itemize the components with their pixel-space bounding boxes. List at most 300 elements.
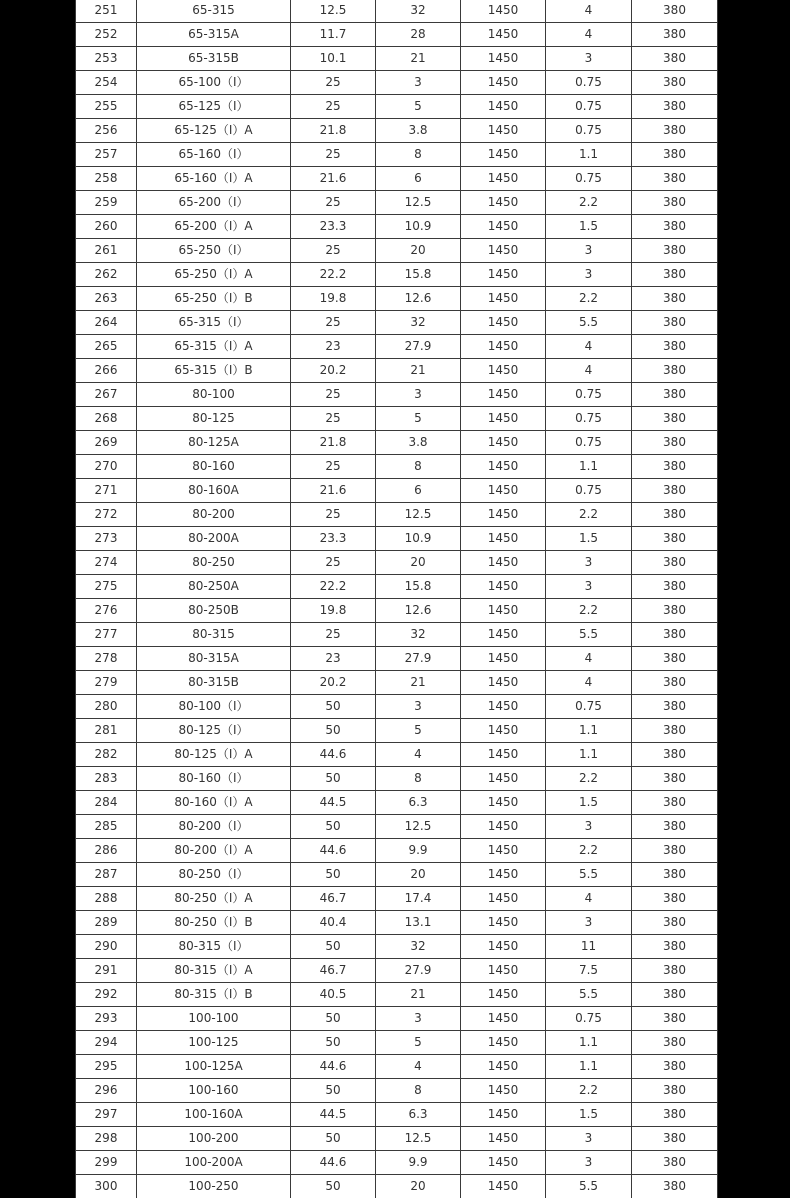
head-cell: 9.9 (376, 1151, 461, 1175)
model-cell: 80-160（I） (137, 767, 291, 791)
row-number-cell: 269 (76, 431, 137, 455)
power-cell: 0.75 (546, 119, 632, 143)
flow-cell: 50 (291, 1127, 376, 1151)
speed-cell: 1450 (461, 1055, 546, 1079)
model-cell: 80-125（I）A (137, 743, 291, 767)
speed-cell: 1450 (461, 0, 546, 23)
table-row (76, 1127, 718, 1151)
voltage-cell: 380 (632, 311, 718, 335)
flow-cell: 44.6 (291, 839, 376, 863)
voltage-cell: 380 (632, 335, 718, 359)
speed-cell: 1450 (461, 887, 546, 911)
head-cell: 13.1 (376, 911, 461, 935)
row-number-cell: 280 (76, 695, 137, 719)
table-row (76, 959, 718, 983)
speed-cell: 1450 (461, 1007, 546, 1031)
head-cell: 12.5 (376, 815, 461, 839)
row-number-cell: 292 (76, 983, 137, 1007)
table-row (76, 383, 718, 407)
flow-cell: 10.1 (291, 47, 376, 71)
table-row (76, 23, 718, 47)
power-cell: 0.75 (546, 479, 632, 503)
power-cell: 5.5 (546, 623, 632, 647)
row-number-cell: 251 (76, 0, 137, 23)
power-cell: 3 (546, 815, 632, 839)
flow-cell: 25 (291, 455, 376, 479)
power-cell: 2.2 (546, 1079, 632, 1103)
speed-cell: 1450 (461, 647, 546, 671)
model-cell: 80-250A (137, 575, 291, 599)
flow-cell: 25 (291, 551, 376, 575)
voltage-cell: 380 (632, 887, 718, 911)
voltage-cell: 380 (632, 1031, 718, 1055)
head-cell: 20 (376, 863, 461, 887)
head-cell: 21 (376, 983, 461, 1007)
table-row (76, 287, 718, 311)
table-row (76, 815, 718, 839)
flow-cell: 25 (291, 407, 376, 431)
voltage-cell: 380 (632, 839, 718, 863)
head-cell: 12.6 (376, 599, 461, 623)
power-cell: 2.2 (546, 287, 632, 311)
model-cell: 65-315 (137, 0, 291, 23)
model-cell: 80-100（I） (137, 695, 291, 719)
flow-cell: 23.3 (291, 215, 376, 239)
head-cell: 32 (376, 311, 461, 335)
power-cell: 0.75 (546, 167, 632, 191)
power-cell: 3 (546, 575, 632, 599)
table-row (76, 743, 718, 767)
row-number-cell: 276 (76, 599, 137, 623)
speed-cell: 1450 (461, 383, 546, 407)
table-row (76, 143, 718, 167)
table-row (76, 983, 718, 1007)
model-cell: 80-315A (137, 647, 291, 671)
table-row (76, 863, 718, 887)
voltage-cell: 380 (632, 191, 718, 215)
power-cell: 0.75 (546, 407, 632, 431)
row-number-cell: 270 (76, 455, 137, 479)
head-cell: 5 (376, 1031, 461, 1055)
power-cell: 3 (546, 551, 632, 575)
speed-cell: 1450 (461, 551, 546, 575)
power-cell: 5.5 (546, 1175, 632, 1198)
row-number-cell: 272 (76, 503, 137, 527)
model-cell: 100-160 (137, 1079, 291, 1103)
head-cell: 21 (376, 359, 461, 383)
power-cell: 3 (546, 239, 632, 263)
table-row (76, 0, 718, 23)
row-number-cell: 298 (76, 1127, 137, 1151)
row-number-cell: 261 (76, 239, 137, 263)
voltage-cell: 380 (632, 0, 718, 23)
table-row (76, 479, 718, 503)
model-cell: 65-200（I）A (137, 215, 291, 239)
voltage-cell: 380 (632, 431, 718, 455)
row-number-cell: 271 (76, 479, 137, 503)
speed-cell: 1450 (461, 599, 546, 623)
row-number-cell: 260 (76, 215, 137, 239)
voltage-cell: 380 (632, 1127, 718, 1151)
head-cell: 12.5 (376, 1127, 461, 1151)
model-cell: 100-125A (137, 1055, 291, 1079)
head-cell: 15.8 (376, 575, 461, 599)
speed-cell: 1450 (461, 1175, 546, 1198)
head-cell: 12.5 (376, 503, 461, 527)
model-cell: 80-315B (137, 671, 291, 695)
speed-cell: 1450 (461, 767, 546, 791)
speed-cell: 1450 (461, 95, 546, 119)
head-cell: 20 (376, 239, 461, 263)
table-row (76, 719, 718, 743)
voltage-cell: 380 (632, 23, 718, 47)
model-cell: 80-200（I） (137, 815, 291, 839)
head-cell: 21 (376, 47, 461, 71)
power-cell: 2.2 (546, 767, 632, 791)
model-cell: 80-125 (137, 407, 291, 431)
row-number-cell: 291 (76, 959, 137, 983)
row-number-cell: 268 (76, 407, 137, 431)
row-number-cell: 257 (76, 143, 137, 167)
voltage-cell: 380 (632, 743, 718, 767)
table-row (76, 623, 718, 647)
flow-cell: 23.3 (291, 527, 376, 551)
flow-cell: 25 (291, 95, 376, 119)
head-cell: 27.9 (376, 959, 461, 983)
table-row (76, 1103, 718, 1127)
voltage-cell: 380 (632, 527, 718, 551)
power-cell: 4 (546, 671, 632, 695)
table-row (76, 311, 718, 335)
power-cell: 1.1 (546, 455, 632, 479)
power-cell: 4 (546, 647, 632, 671)
row-number-cell: 259 (76, 191, 137, 215)
model-cell: 65-160（I）A (137, 167, 291, 191)
speed-cell: 1450 (461, 311, 546, 335)
voltage-cell: 380 (632, 95, 718, 119)
model-cell: 80-160 (137, 455, 291, 479)
table-row (76, 695, 718, 719)
flow-cell: 50 (291, 1007, 376, 1031)
row-number-cell: 287 (76, 863, 137, 887)
head-cell: 3 (376, 695, 461, 719)
flow-cell: 11.7 (291, 23, 376, 47)
flow-cell: 25 (291, 383, 376, 407)
table-row (76, 791, 718, 815)
head-cell: 5 (376, 719, 461, 743)
model-cell: 80-250（I）A (137, 887, 291, 911)
speed-cell: 1450 (461, 695, 546, 719)
table-row (76, 335, 718, 359)
row-number-cell: 293 (76, 1007, 137, 1031)
table-row (76, 551, 718, 575)
power-cell: 3 (546, 47, 632, 71)
row-number-cell: 255 (76, 95, 137, 119)
flow-cell: 19.8 (291, 287, 376, 311)
head-cell: 6.3 (376, 1103, 461, 1127)
head-cell: 6 (376, 479, 461, 503)
model-cell: 65-200（I） (137, 191, 291, 215)
model-cell: 65-125（I） (137, 95, 291, 119)
power-cell: 2.2 (546, 839, 632, 863)
head-cell: 21 (376, 671, 461, 695)
voltage-cell: 380 (632, 167, 718, 191)
speed-cell: 1450 (461, 119, 546, 143)
power-cell: 5.5 (546, 863, 632, 887)
table-row (76, 935, 718, 959)
head-cell: 3 (376, 71, 461, 95)
head-cell: 27.9 (376, 647, 461, 671)
flow-cell: 50 (291, 863, 376, 887)
power-cell: 2.2 (546, 191, 632, 215)
head-cell: 3 (376, 1007, 461, 1031)
table-row (76, 119, 718, 143)
flow-cell: 50 (291, 695, 376, 719)
head-cell: 20 (376, 551, 461, 575)
speed-cell: 1450 (461, 143, 546, 167)
voltage-cell: 380 (632, 863, 718, 887)
row-number-cell: 282 (76, 743, 137, 767)
voltage-cell: 380 (632, 239, 718, 263)
speed-cell: 1450 (461, 935, 546, 959)
model-cell: 80-315 (137, 623, 291, 647)
head-cell: 10.9 (376, 527, 461, 551)
model-cell: 80-200 (137, 503, 291, 527)
table-row (76, 455, 718, 479)
head-cell: 12.6 (376, 287, 461, 311)
power-cell: 0.75 (546, 1007, 632, 1031)
head-cell: 9.9 (376, 839, 461, 863)
table-row (76, 167, 718, 191)
table-row (76, 839, 718, 863)
head-cell: 5 (376, 407, 461, 431)
table-row (76, 359, 718, 383)
head-cell: 12.5 (376, 191, 461, 215)
power-cell: 2.2 (546, 503, 632, 527)
model-cell: 65-250（I）A (137, 263, 291, 287)
flow-cell: 44.6 (291, 1151, 376, 1175)
power-cell: 1.5 (546, 791, 632, 815)
speed-cell: 1450 (461, 791, 546, 815)
voltage-cell: 380 (632, 695, 718, 719)
speed-cell: 1450 (461, 71, 546, 95)
table-row (76, 1007, 718, 1031)
row-number-cell: 288 (76, 887, 137, 911)
voltage-cell: 380 (632, 407, 718, 431)
voltage-cell: 380 (632, 71, 718, 95)
flow-cell: 21.6 (291, 479, 376, 503)
voltage-cell: 380 (632, 263, 718, 287)
head-cell: 10.9 (376, 215, 461, 239)
head-cell: 4 (376, 743, 461, 767)
model-cell: 100-125 (137, 1031, 291, 1055)
row-number-cell: 277 (76, 623, 137, 647)
model-cell: 65-315（I）B (137, 359, 291, 383)
flow-cell: 22.2 (291, 263, 376, 287)
voltage-cell: 380 (632, 215, 718, 239)
voltage-cell: 380 (632, 575, 718, 599)
model-cell: 100-100 (137, 1007, 291, 1031)
voltage-cell: 380 (632, 959, 718, 983)
power-cell: 4 (546, 359, 632, 383)
voltage-cell: 380 (632, 1175, 718, 1198)
model-cell: 80-200（I）A (137, 839, 291, 863)
table-row (76, 527, 718, 551)
flow-cell: 20.2 (291, 671, 376, 695)
model-cell: 80-250 (137, 551, 291, 575)
speed-cell: 1450 (461, 1103, 546, 1127)
speed-cell: 1450 (461, 983, 546, 1007)
table-row (76, 215, 718, 239)
model-cell: 80-125（I） (137, 719, 291, 743)
power-cell: 1.5 (546, 215, 632, 239)
row-number-cell: 281 (76, 719, 137, 743)
flow-cell: 25 (291, 503, 376, 527)
power-cell: 0.75 (546, 71, 632, 95)
power-cell: 7.5 (546, 959, 632, 983)
table-row (76, 1079, 718, 1103)
flow-cell: 50 (291, 1175, 376, 1198)
model-cell: 100-160A (137, 1103, 291, 1127)
head-cell: 27.9 (376, 335, 461, 359)
voltage-cell: 380 (632, 935, 718, 959)
model-cell: 65-315（I）A (137, 335, 291, 359)
model-cell: 65-315B (137, 47, 291, 71)
power-cell: 0.75 (546, 383, 632, 407)
head-cell: 15.8 (376, 263, 461, 287)
speed-cell: 1450 (461, 239, 546, 263)
voltage-cell: 380 (632, 503, 718, 527)
flow-cell: 40.5 (291, 983, 376, 1007)
voltage-cell: 380 (632, 623, 718, 647)
speed-cell: 1450 (461, 1127, 546, 1151)
row-number-cell: 285 (76, 815, 137, 839)
model-cell: 80-160（I）A (137, 791, 291, 815)
model-cell: 65-250（I） (137, 239, 291, 263)
speed-cell: 1450 (461, 503, 546, 527)
flow-cell: 20.2 (291, 359, 376, 383)
table-row (76, 263, 718, 287)
row-number-cell: 289 (76, 911, 137, 935)
model-cell: 80-160A (137, 479, 291, 503)
power-cell: 4 (546, 887, 632, 911)
flow-cell: 25 (291, 191, 376, 215)
speed-cell: 1450 (461, 839, 546, 863)
speed-cell: 1450 (461, 455, 546, 479)
row-number-cell: 264 (76, 311, 137, 335)
row-number-cell: 253 (76, 47, 137, 71)
table-row (76, 671, 718, 695)
model-cell: 80-200A (137, 527, 291, 551)
model-cell: 65-160（I） (137, 143, 291, 167)
flow-cell: 25 (291, 239, 376, 263)
model-cell: 80-315（I）A (137, 959, 291, 983)
head-cell: 3 (376, 383, 461, 407)
head-cell: 3.8 (376, 431, 461, 455)
speed-cell: 1450 (461, 407, 546, 431)
head-cell: 32 (376, 623, 461, 647)
table-row (76, 407, 718, 431)
speed-cell: 1450 (461, 719, 546, 743)
model-cell: 65-315（I） (137, 311, 291, 335)
flow-cell: 50 (291, 1079, 376, 1103)
head-cell: 32 (376, 935, 461, 959)
table-row (76, 1175, 718, 1198)
flow-cell: 44.6 (291, 1055, 376, 1079)
voltage-cell: 380 (632, 143, 718, 167)
speed-cell: 1450 (461, 431, 546, 455)
table-row (76, 647, 718, 671)
voltage-cell: 380 (632, 791, 718, 815)
row-number-cell: 274 (76, 551, 137, 575)
head-cell: 28 (376, 23, 461, 47)
power-cell: 1.1 (546, 743, 632, 767)
row-number-cell: 279 (76, 671, 137, 695)
row-number-cell: 265 (76, 335, 137, 359)
row-number-cell: 296 (76, 1079, 137, 1103)
voltage-cell: 380 (632, 479, 718, 503)
speed-cell: 1450 (461, 359, 546, 383)
voltage-cell: 380 (632, 671, 718, 695)
head-cell: 8 (376, 455, 461, 479)
power-cell: 2.2 (546, 599, 632, 623)
voltage-cell: 380 (632, 551, 718, 575)
head-cell: 6.3 (376, 791, 461, 815)
speed-cell: 1450 (461, 527, 546, 551)
speed-cell: 1450 (461, 743, 546, 767)
voltage-cell: 380 (632, 47, 718, 71)
flow-cell: 25 (291, 311, 376, 335)
row-number-cell: 300 (76, 1175, 137, 1198)
table-row (76, 911, 718, 935)
flow-cell: 44.5 (291, 1103, 376, 1127)
flow-cell: 25 (291, 71, 376, 95)
row-number-cell: 290 (76, 935, 137, 959)
row-number-cell: 294 (76, 1031, 137, 1055)
speed-cell: 1450 (461, 815, 546, 839)
speed-cell: 1450 (461, 575, 546, 599)
flow-cell: 50 (291, 815, 376, 839)
flow-cell: 21.8 (291, 119, 376, 143)
speed-cell: 1450 (461, 1079, 546, 1103)
table-row (76, 887, 718, 911)
power-cell: 3 (546, 911, 632, 935)
voltage-cell: 380 (632, 599, 718, 623)
model-cell: 65-315A (137, 23, 291, 47)
row-number-cell: 273 (76, 527, 137, 551)
row-number-cell: 262 (76, 263, 137, 287)
voltage-cell: 380 (632, 983, 718, 1007)
model-cell: 80-125A (137, 431, 291, 455)
speed-cell: 1450 (461, 623, 546, 647)
row-number-cell: 267 (76, 383, 137, 407)
voltage-cell: 380 (632, 119, 718, 143)
row-number-cell: 284 (76, 791, 137, 815)
speed-cell: 1450 (461, 47, 546, 71)
table-row (76, 767, 718, 791)
power-cell: 11 (546, 935, 632, 959)
speed-cell: 1450 (461, 215, 546, 239)
head-cell: 20 (376, 1175, 461, 1198)
power-cell: 4 (546, 0, 632, 23)
model-cell: 80-315（I）B (137, 983, 291, 1007)
power-cell: 3 (546, 1127, 632, 1151)
head-cell: 8 (376, 767, 461, 791)
row-number-cell: 252 (76, 23, 137, 47)
row-number-cell: 258 (76, 167, 137, 191)
flow-cell: 21.6 (291, 167, 376, 191)
head-cell: 5 (376, 95, 461, 119)
